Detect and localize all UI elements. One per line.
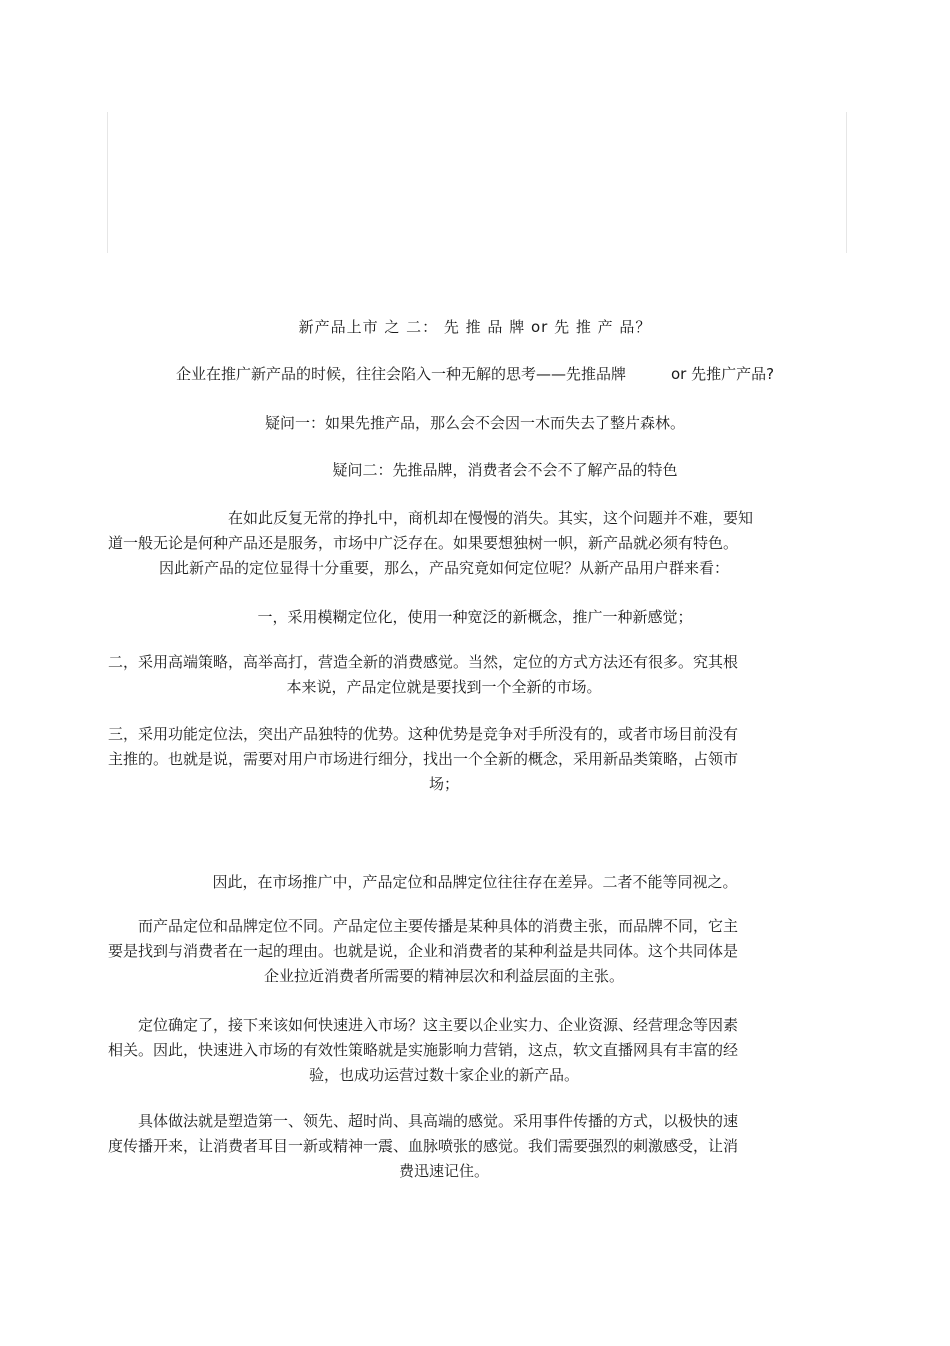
- paragraph-5: [108, 1109, 780, 1184]
- paragraph-1-line: 道一般无论是何种产品还是服务，市场中广泛存在。如果要想独树一帜，新产品就必须有特色。: [108, 534, 739, 552]
- point-three-line: 主推的。也就是说，需要对用户市场进行细分，找出一个全新的概念，采用新品类策略，占领市: [108, 750, 739, 768]
- paragraph-3-line: 企业拉近消费者所需要的精神层次和利益层面的主张。: [263, 967, 624, 985]
- paragraph-1: [108, 506, 780, 581]
- question-one: 疑问一：如果先推产品，那么会不会因一木而失去了整片森林。: [264, 414, 685, 432]
- paragraph-3-line: 要是找到与消费者在一起的理由。也就是说，企业和消费者的某种利益是共同体。这个共同体是: [108, 942, 739, 960]
- paragraph-1-line: 在如此反复无常的挣扎中，商机却在慢慢的消失。其实，这个问题并不难，要知: [228, 509, 754, 527]
- point-two-line: 本来说，产品定位就是要找到一个全新的市场。: [286, 678, 602, 696]
- paragraph-5-line: 费迅速记住。: [398, 1162, 489, 1180]
- point-one: 一，采用模糊定位化，使用一种宽泛的新概念，推广一种新感觉；: [257, 608, 693, 626]
- paragraph-3-line: 而产品定位和品牌定位不同。产品定位主要传播是某种具体的消费主张，而品牌不同，它主: [108, 917, 739, 935]
- paragraph-3: [108, 914, 780, 989]
- point-two: [108, 650, 780, 700]
- paragraph-1-line: 因此新产品的定位显得十分重要，那么，产品究竟如何定位呢？从新产品用户群来看：: [158, 559, 729, 577]
- paragraph-4-line: 相关。因此，快速进入市场的有效性策略就是实施影响力营销，这点，软文直播网具有丰富的经: [108, 1041, 739, 1059]
- intro-text: 企业在推广新产品的时候，往往会陷入一种无解的思考——先推品牌 or 先推广产品?: [175, 365, 775, 383]
- point-two-line: 二，采用高端策略，高举高打，营造全新的消费感觉。当然，定位的方式方法还有很多。究其根: [108, 653, 739, 671]
- frame-right-border: [846, 112, 847, 253]
- question-two: 疑问二：先推品牌，消费者会不会不了解产品的特色: [332, 461, 678, 479]
- paragraph-4-line: 定位确定了，接下来该如何快速进入市场？这主要以企业实力、企业资源、经营理念等因素: [108, 1016, 739, 1034]
- point-three: [108, 722, 780, 797]
- paragraph-4-line: 验，也成功运营过数十家企业的新产品。: [308, 1066, 579, 1084]
- paragraph-2: 因此，在市场推广中，产品定位和品牌定位往往存在差异。二者不能等同视之。: [212, 873, 738, 891]
- point-three-line: 三，采用功能定位法，突出产品独特的优势。这种优势是竞争对手所没有的，或者市场目前没有: [108, 725, 739, 743]
- frame-left-border: [107, 112, 108, 253]
- paragraph-5-line: 具体做法就是塑造第一、领先、超时尚、具高端的感觉。采用事件传播的方式，以极快的速: [108, 1112, 739, 1130]
- point-three-line: 场；: [428, 775, 459, 793]
- paragraph-4: [108, 1013, 780, 1088]
- paragraph-5-line: 度传播开来，让消费者耳目一新或精神一震、血脉喷张的感觉。我们需要强烈的刺激感受，让消: [108, 1137, 739, 1155]
- page-title: 新产品上市 之 二： 先 推 品 牌 or 先 推 产 品？: [298, 318, 652, 336]
